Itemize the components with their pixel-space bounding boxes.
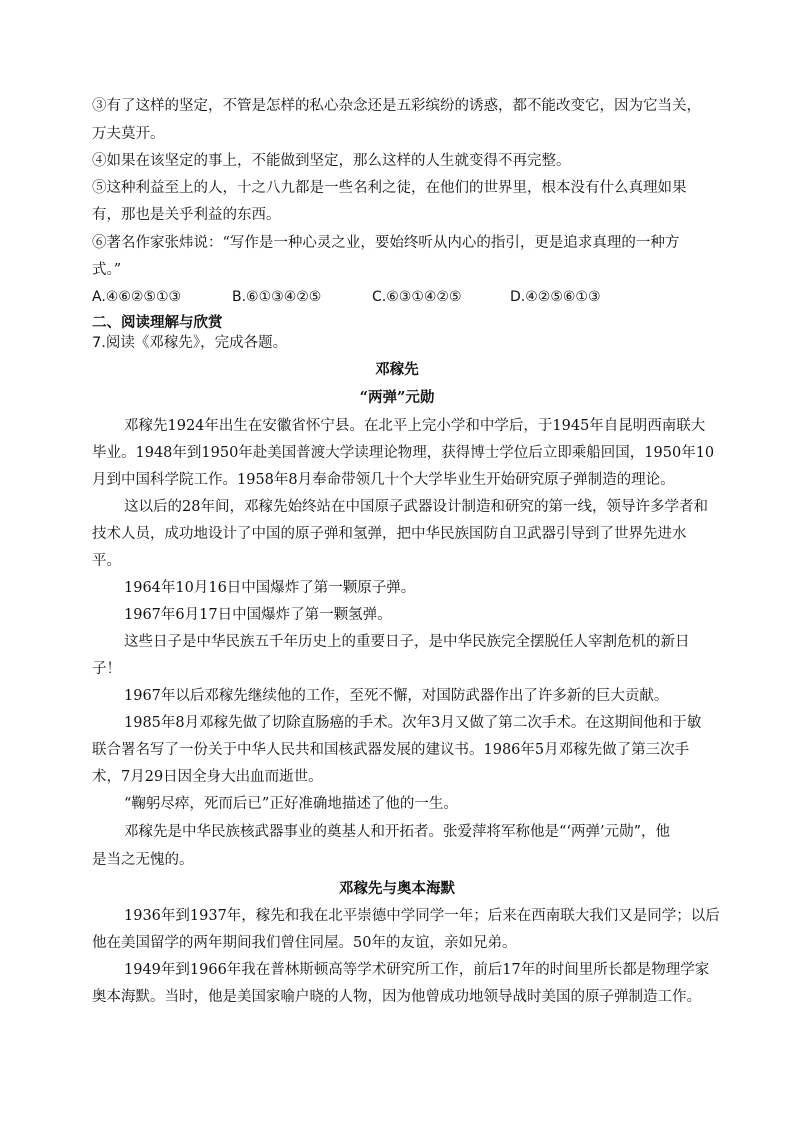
- paragraph-line: 1985年8月邓稼先做了切除直肠癌的手术。次年3月又做了第二次手术。在这期间他和于敏: [124, 715, 702, 731]
- paragraph-line: 1949年到1966年我在普林斯顿高等学术研究所工作，前后17年的时间里所长都是物理学家: [124, 962, 710, 978]
- paragraph-line: 1936年到1937年，稼先和我在北平崇德中学同学一年；后来在西南联大我们又是同学；以后: [124, 908, 720, 924]
- article-title: 邓稼先: [375, 361, 419, 378]
- paragraph-line: 他在美国留学的两年期间我们曾住同屋。50年的友谊，亲如兄弟。: [92, 935, 517, 951]
- paragraph-line: 这些日子是中华民族五千年历史上的重要日子，是中华民族完全摆脱任人宰割危机的新日: [124, 634, 690, 650]
- statement-3-line-1: ③有了这样的坚定，不管是怎样的私心杂念还是五彩缤纷的诱惑，都不能改变它，因为它当关，: [92, 98, 701, 114]
- paragraph-line: 毕业。1948年到1950年赴美国普渡大学读理论物理，获得博士学位后立即乘船回国，1950年10: [92, 445, 715, 461]
- paragraph-line: “鞠躬尽瘁，死而后已”正好准确地描述了他的一生。: [124, 796, 458, 812]
- option-d[interactable]: D.④②⑤⑥①③: [510, 289, 601, 305]
- paragraph-line: 奥本海默。当时，他是美国家喻户晓的人物，因为他曾成功地领导战时美国的原子弹制造工作。: [92, 989, 701, 1005]
- paragraph-line: 1967年以后邓稼先继续他的工作，至死不懈，对国防武器作出了许多新的巨大贡献。: [124, 688, 669, 704]
- article-subtitle-2: 邓稼先与奥本海默: [339, 880, 455, 897]
- paragraph-line: 1964年10月16日中国爆炸了第一颗原子弹。: [124, 580, 416, 596]
- paragraph-line: 技术人员，成功地设计了中国的原子弹和氢弹，把中华民族国防自卫武器引导到了世界先进水: [92, 526, 687, 542]
- article-subtitle-1: “两弹”元勋: [359, 389, 435, 406]
- statement-3-line-2: 万夫莫开。: [92, 126, 165, 142]
- option-b[interactable]: B.⑥①③④②⑤: [232, 289, 322, 305]
- section-heading: 二、阅读理解与欣赏: [92, 315, 223, 331]
- paragraph-line: 联合署名写了一份关于中华人民共和国核武器发展的建议书。1986年5月邓稼先做了第三次手: [92, 742, 690, 758]
- option-c[interactable]: C.⑥③①④②⑤: [372, 289, 462, 305]
- paragraph-line: 术，7月29日因全身大出血而逝世。: [92, 769, 323, 785]
- paragraph-line: 月到中国科学院工作。1958年8月奉命带领几十个大学毕业生开始研究原子弹制造的理论。: [92, 472, 675, 488]
- paragraph-line: 这以后的28年间，邓稼先始终站在中国原子武器设计制造和研究的第一线，领导许多学者和: [124, 499, 708, 515]
- paragraph-line: 1967年6月17日中国爆炸了第一颗氢弹。: [124, 607, 392, 623]
- statement-6-line-1: ⑥著名作家张炜说：“写作是一种心灵之业，要始终听从内心的指引，更是追求真理的一种方: [92, 235, 680, 251]
- statement-6-line-2: 式。”: [92, 262, 122, 278]
- option-a[interactable]: A.④⑥②⑤①③: [92, 289, 182, 305]
- paragraph-line: 是当之无愧的。: [92, 852, 194, 868]
- statement-4: ④如果在该坚定的事上，不能做到坚定，那么这样的人生就变得不再完整。: [92, 153, 571, 169]
- statement-5-line-2: 有，那也是关乎利益的东西。: [92, 207, 281, 223]
- paragraph-line: 邓稼先1924年出生在安徽省怀宁县。在北平上完小学和中学后，于1945年自昆明西南联大: [124, 418, 706, 434]
- paragraph-line: 子！: [92, 661, 121, 677]
- paragraph-line: 平。: [92, 553, 121, 569]
- question-7-prompt: 7.阅读《邓稼先》，完成各题。: [92, 335, 288, 351]
- statement-5-line-1: ⑤这种利益至上的人，十之八九都是一些名利之徒，在他们的世界里，根本没有什么真理如果: [92, 180, 687, 196]
- paragraph-line: 邓稼先是中华民族核武器事业的奠基人和开拓者。张爱萍将军称他是“‘两弹’元勋”，他: [124, 824, 671, 840]
